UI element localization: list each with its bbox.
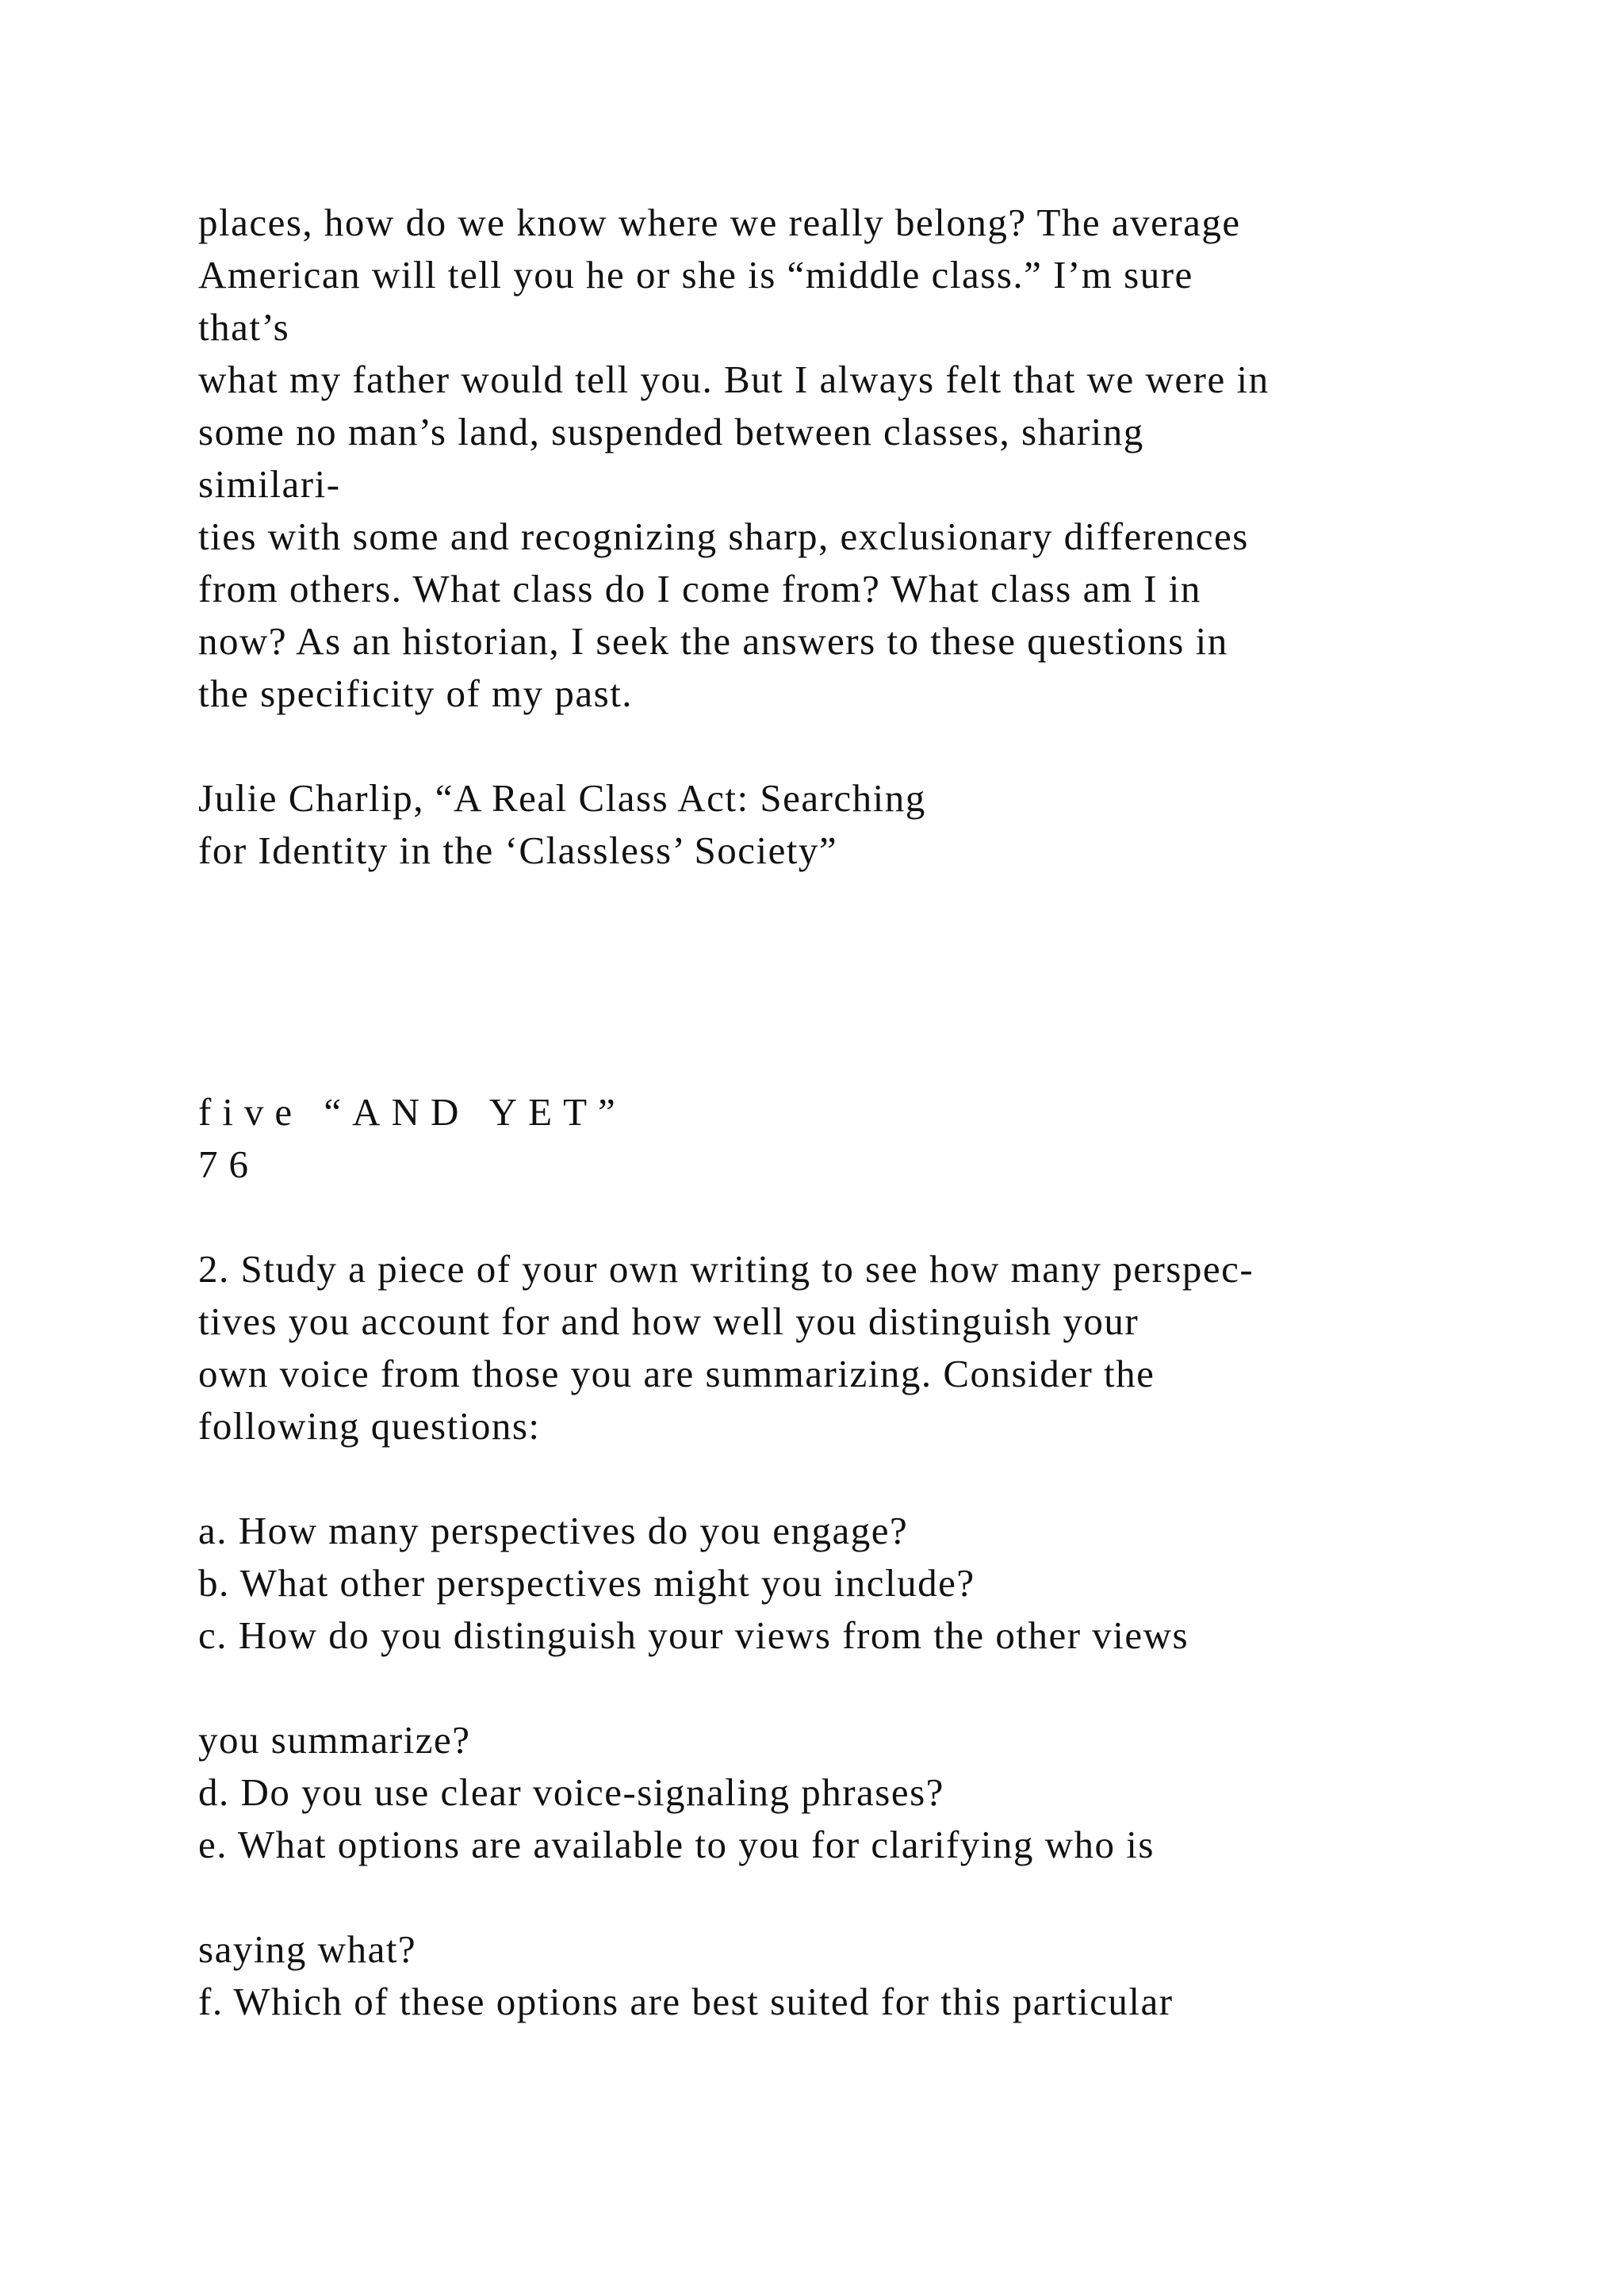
list-item: b. What other perspectives might you include?	[198, 1561, 975, 1605]
text-line: American will tell you he or she is “middle class.” I’m sure	[198, 253, 1193, 297]
text-line: now? As an historian, I seek the answers to these questions in	[198, 619, 1228, 663]
question-list	[198, 1923, 1546, 2028]
text-line: tives you account for and how well you distinguish your	[198, 1299, 1139, 1343]
list-item: saying what?	[198, 1927, 417, 1971]
text-line: some no man’s land, suspended between classes, sharing	[198, 410, 1144, 453]
list-item: a. How many perspectives do you engage?	[198, 1509, 909, 1552]
exercise-prompt	[198, 1243, 1546, 1452]
question-list	[198, 1714, 1546, 1871]
list-item: c. How do you distinguish your views from the other views	[198, 1613, 1189, 1657]
chapter-header: five “AND YET”	[198, 1090, 626, 1134]
question-list	[198, 1505, 1546, 1662]
text-line: following questions:	[198, 1404, 541, 1448]
text-line: own voice from those you are summarizing. Consider the	[198, 1352, 1155, 1395]
list-item: you summarize?	[198, 1718, 471, 1762]
text-line: that’s	[198, 305, 290, 349]
text-line: places, how do we know where we really belong? The average	[198, 201, 1241, 244]
running-header	[198, 1086, 1546, 1138]
list-item: e. What options are available to you for clarifying who is	[198, 1823, 1155, 1866]
quote-attribution	[198, 772, 1546, 877]
text-line: ties with some and recognizing sharp, exclusionary differences	[198, 515, 1249, 558]
list-item: d. Do you use clear voice-signaling phrases?	[198, 1770, 944, 1814]
text-line: what my father would tell you. But I always felt that we were in	[198, 358, 1270, 401]
text-line: from others. What class do I come from? What class am I in	[198, 567, 1201, 610]
body-paragraph	[198, 197, 1546, 720]
list-item: f. Which of these options are best suited for this particular	[198, 1980, 1174, 2023]
text-line: similari-	[198, 462, 341, 506]
text-line: 2. Study a piece of your own writing to see how many perspec-	[198, 1247, 1254, 1291]
page-number: 76	[198, 1142, 259, 1186]
text-line: Julie Charlip, “A Real Class Act: Searching	[198, 776, 926, 820]
text-line: the specificity of my past.	[198, 672, 634, 715]
page-number-block	[198, 1138, 1546, 1191]
text-line: for Identity in the ‘Classless’ Society”	[198, 828, 838, 872]
